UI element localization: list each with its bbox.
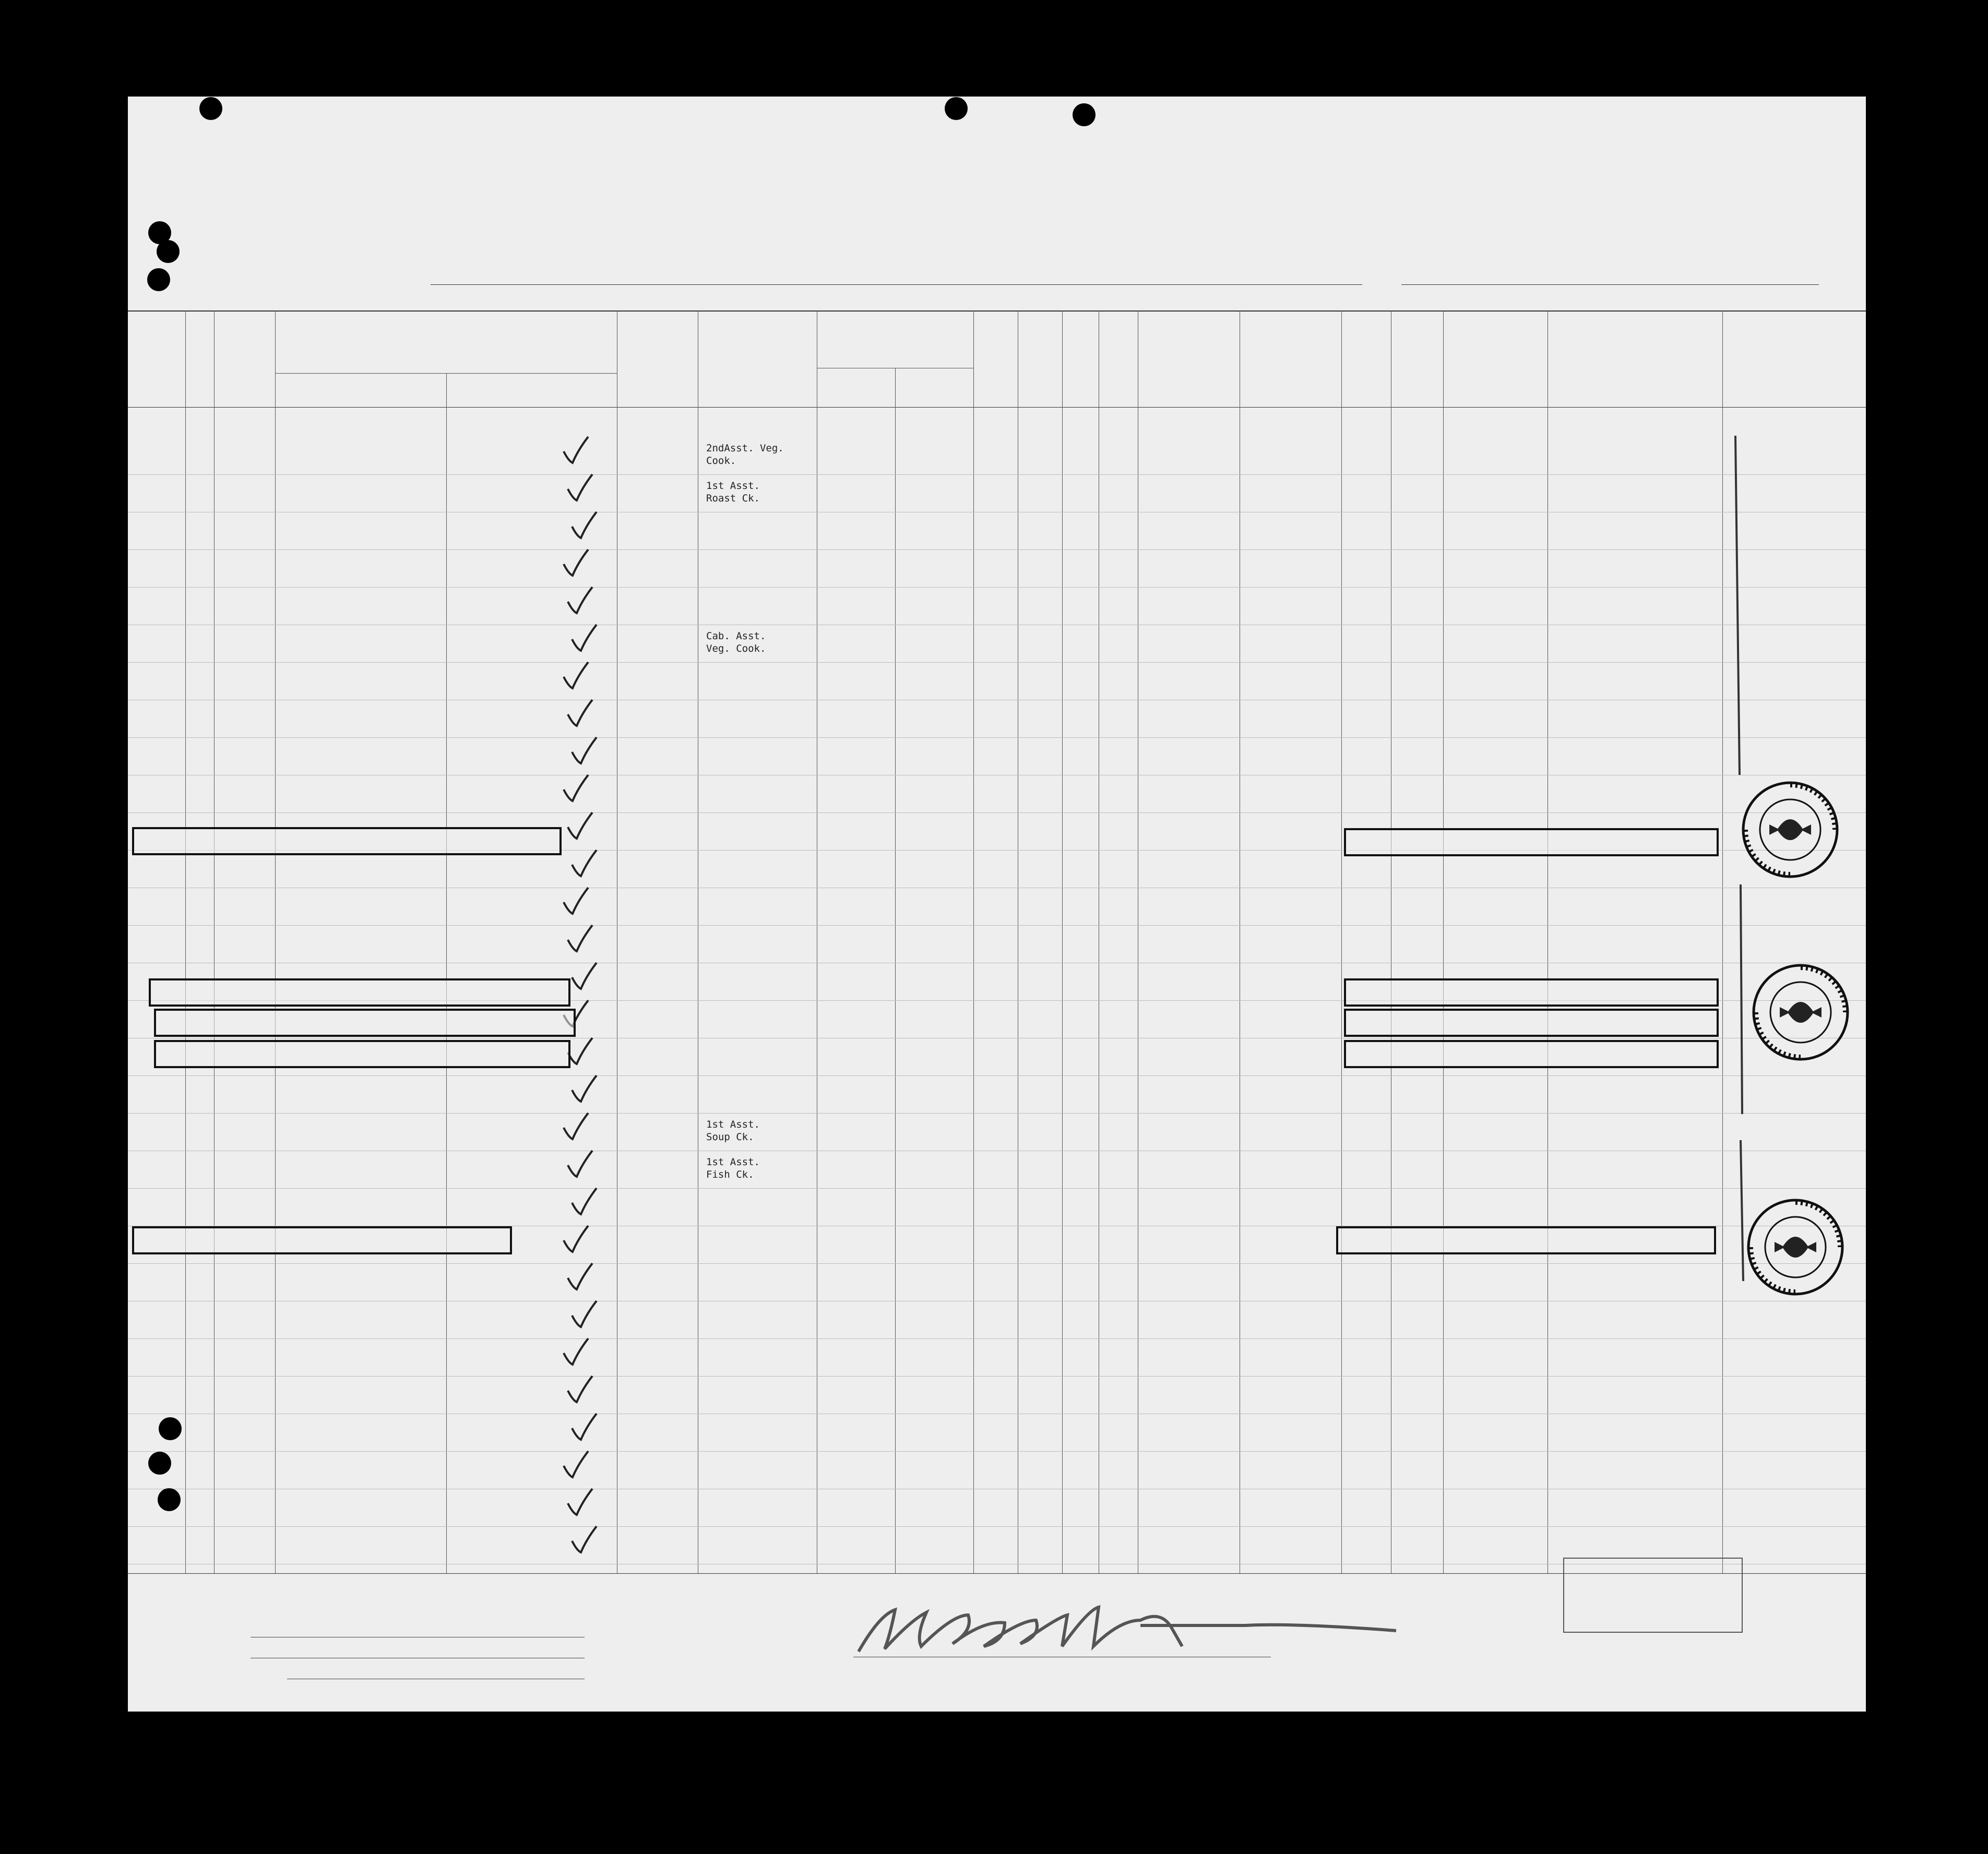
table-row [128, 741, 1866, 779]
table-row [128, 1343, 1866, 1380]
row-rule [128, 737, 1866, 738]
where-header [895, 378, 973, 399]
row-rule [128, 662, 1866, 663]
pencil-mark-icon [1725, 436, 1756, 1323]
did-not-sail-stamp [1344, 1040, 1719, 1068]
given-name-header [446, 381, 617, 402]
table-row [128, 779, 1866, 816]
row-rule [128, 1263, 1866, 1264]
inspector-signature-icon [848, 1599, 1448, 1662]
check-mark-icon [561, 547, 592, 579]
table-row [128, 1117, 1866, 1154]
col-race-header [1138, 310, 1240, 407]
row-rule [128, 812, 1866, 813]
check-mark-icon [569, 1412, 601, 1443]
check-mark-icon [561, 1336, 592, 1368]
vessel-underline [431, 284, 853, 285]
col-last-voyage-header [214, 310, 275, 407]
did-not-sail-stamp [149, 978, 570, 1007]
table-row [128, 516, 1866, 553]
row-rule [128, 1451, 1866, 1452]
col-service-header [617, 310, 698, 407]
check-mark-icon [561, 1224, 592, 1255]
position-cell: 1st Asst. Soup Ck. [706, 1119, 760, 1143]
check-mark-icon [569, 510, 601, 541]
check-mark-icon [565, 810, 597, 842]
table-row [128, 892, 1866, 929]
row-rule [128, 1526, 1866, 1527]
check-mark-icon [565, 1487, 597, 1518]
col-position-header [698, 310, 817, 407]
vessel-line [128, 269, 1866, 290]
col-inspector-header [1722, 310, 1866, 407]
check-mark-icon [569, 1524, 601, 1556]
crew-table [128, 310, 1866, 1578]
table-row [128, 854, 1866, 891]
position-cell: 1st Asst. Roast Ck. [706, 480, 760, 504]
consulate-seal-icon [1746, 1198, 1845, 1297]
col-discharged-header [973, 310, 1018, 407]
check-mark-icon [565, 1261, 597, 1293]
did-not-sail-stamp [1344, 1009, 1719, 1037]
col-height-header [1341, 310, 1391, 407]
row-rule [128, 925, 1866, 926]
departure-underline [1401, 284, 1819, 285]
col-nationality-header [1240, 310, 1341, 407]
row-rule [128, 1338, 1866, 1339]
punch-hole [199, 97, 222, 120]
did-not-sail-stamp [1344, 978, 1719, 1007]
col-remarks-header [1547, 310, 1722, 407]
table-row [128, 1080, 1866, 1117]
did-not-sail-stamp [132, 827, 562, 855]
check-mark-icon [561, 660, 592, 691]
row-rule [128, 1376, 1866, 1377]
punch-hole [147, 268, 170, 291]
check-mark-icon [569, 1186, 601, 1217]
when-header [817, 378, 895, 399]
position-cell: 2ndAsst. Veg. Cook. [706, 442, 784, 467]
table-row [128, 441, 1866, 478]
check-mark-icon [565, 585, 597, 616]
check-mark-icon [565, 923, 597, 954]
table-row [128, 1455, 1866, 1492]
check-mark-icon [561, 1449, 592, 1480]
punch-hole [148, 1452, 171, 1475]
row-rule [128, 549, 1866, 550]
check-mark-icon [565, 1374, 597, 1405]
arriving-underline [819, 284, 1362, 285]
row-rule [128, 1188, 1866, 1189]
table-row [128, 1305, 1866, 1342]
did-not-sail-stamp [132, 1226, 512, 1254]
row-rule [128, 1075, 1866, 1076]
check-mark-icon [569, 1073, 601, 1105]
check-mark-icon [565, 472, 597, 504]
check-mark-icon [569, 735, 601, 767]
row-rule [128, 474, 1866, 475]
col-sex-header [1099, 310, 1138, 407]
mercantile-marine-stamp [1563, 1558, 1743, 1633]
row-rule [128, 1113, 1866, 1114]
position-cell: Cab. Asst. Veg. Cook. [706, 630, 766, 654]
col-weight-header [1391, 310, 1443, 407]
check-mark-icon [561, 773, 592, 804]
table-row [128, 591, 1866, 628]
col-marks-header [1443, 310, 1547, 407]
table-row [128, 929, 1866, 966]
punch-hole [1073, 103, 1096, 126]
check-mark-icon [561, 1111, 592, 1142]
col-art-header [128, 310, 185, 407]
col-age-header [1062, 310, 1099, 407]
manifest-sheet [128, 97, 1866, 1712]
did-not-sail-stamp [1344, 828, 1719, 856]
consulate-seal-icon [1751, 963, 1850, 1062]
position-cell: 1st Asst. Fish Ck. [706, 1156, 760, 1180]
row-rule [128, 587, 1866, 588]
punch-hole [945, 97, 968, 120]
check-mark-icon [565, 1149, 597, 1180]
check-mark-icon [569, 623, 601, 654]
table-row [128, 1155, 1866, 1192]
check-mark-icon [561, 435, 592, 466]
did-not-sail-stamp [1336, 1226, 1716, 1254]
table-row [128, 1418, 1866, 1455]
table-row [128, 1267, 1866, 1305]
col-no-header [185, 310, 214, 407]
table-row [128, 704, 1866, 741]
table-row [128, 666, 1866, 703]
family-name-header [275, 381, 446, 402]
punch-hole [157, 240, 180, 263]
check-mark-icon [569, 961, 601, 992]
table-row [128, 479, 1866, 516]
check-mark-icon [565, 698, 597, 729]
table-row [128, 1380, 1866, 1417]
check-mark-icon [569, 1299, 601, 1330]
check-mark-icon [561, 886, 592, 917]
col-read-header [1018, 310, 1062, 407]
table-row [128, 554, 1866, 591]
punch-hole [159, 1417, 182, 1440]
did-not-sail-stamp [154, 1040, 570, 1068]
table-row [128, 1493, 1866, 1530]
header-bottom-rule [128, 407, 1866, 408]
check-mark-icon [569, 848, 601, 879]
did-not-sail-stamp [154, 1009, 576, 1037]
table-row [128, 1192, 1866, 1229]
punch-hole [158, 1488, 181, 1511]
table-row [128, 629, 1866, 666]
